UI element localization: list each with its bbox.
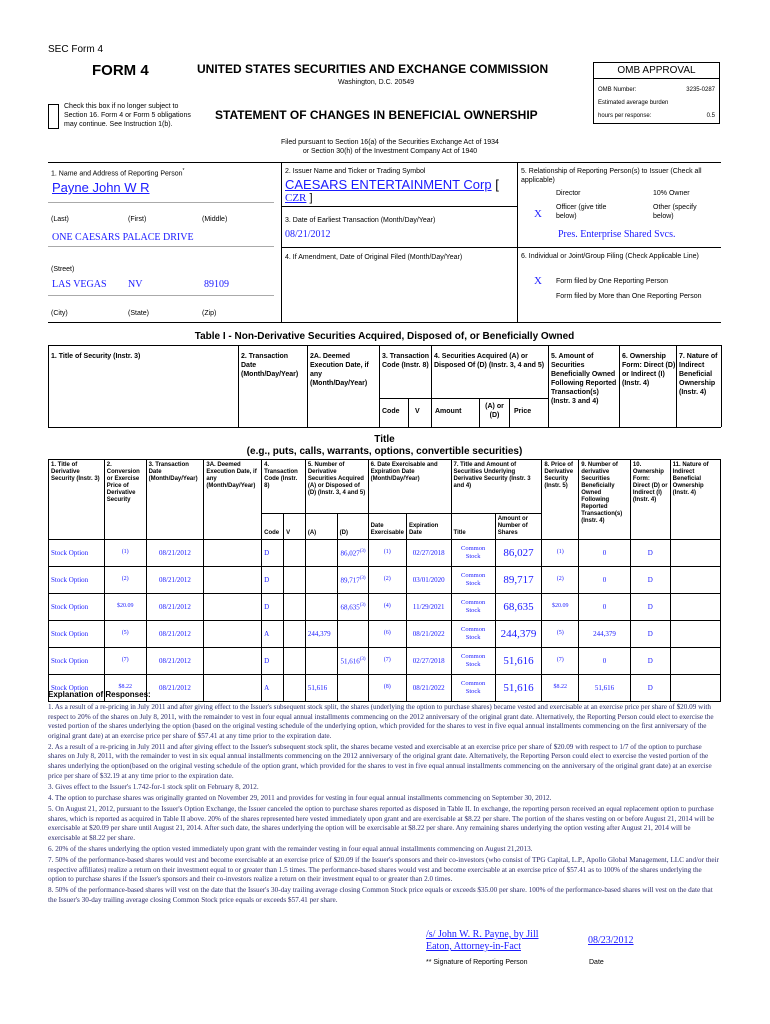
t2-disposed-footnote: (3)	[359, 603, 366, 609]
t2-h1: 1. Title of Derivative Security (Instr. 3)	[49, 460, 105, 540]
reporting-person-name[interactable]: Payne John W R	[52, 180, 150, 195]
t2-conversion: (1)	[104, 540, 146, 567]
t2-nature	[670, 594, 720, 621]
t1-price-header: Price	[514, 408, 532, 415]
signature-label: ** Signature of Reporting Person	[426, 959, 528, 966]
t2-expiration: 11/29/2021	[406, 594, 451, 621]
t2-disposed	[337, 621, 368, 648]
checkbox-text: Check this box if no longer subject to Section 16. Form 4 or Form 5 obligations may continue. See Instruction 1(b).	[64, 103, 191, 128]
t2-conversion: (5)	[104, 621, 146, 648]
t2-disposed-value: 86,027	[340, 549, 360, 558]
t2-form: D	[630, 567, 670, 594]
omb-hours-label: hours per response:	[598, 113, 652, 119]
city-line: Washington, D.C. 20549	[338, 79, 415, 86]
t2-owned: 0	[579, 540, 631, 567]
t2-deemed	[204, 621, 262, 648]
director-label: Director	[556, 190, 581, 197]
table-row	[49, 648, 721, 675]
t2-disposed-value: 51,616	[340, 657, 360, 666]
t2-amount: 244,379	[495, 621, 542, 648]
t2-owned: 0	[579, 567, 631, 594]
filed-pursuant-line2: or Section 30(h) of the Investment Company Act of 1940	[302, 148, 478, 155]
t2-v-header: V	[284, 514, 306, 540]
t2-conversion: $20.09	[104, 594, 146, 621]
explanation-note: 1. As a result of a re-pricing in July 2011 and after giving effect to the Issuer's subsequent stock split, the shares (underlying the option to purchase shares) became vested and exercisable at an exercise price per share of $20.09 with respect to 20% of the shares on July 8, 2011, with the remainder to vest in four equal annual installments commencing on the 2012 anniversary of the original grant date. Alternatively, the Reporting Person could elect to exercise the vested portion of the shares underlying the option (based on the original vesting schedule of the underlying option, which provided for the shares to vest in five equal annual installments commencing on the first anniversary of the original grant date) at an exercise price per share of $57.41 at any time prior to the expiration date.	[48, 703, 714, 740]
t2-security: Stock Option	[49, 621, 105, 648]
t2-amount: 51,616	[495, 648, 542, 675]
middle-label: (Middle)	[202, 216, 228, 223]
explanation-note: 6. 20% of the shares underlying the option vested immediately upon grant with the remainder vesting in four equal annual installments commencing on August 21,2013.	[48, 844, 533, 853]
t2-d-header: (D)	[337, 514, 368, 540]
t1-col2a-header: 2A. Deemed Execution Date, if any (Month/Day/Year)	[310, 353, 369, 387]
t2-security: Stock Option	[49, 648, 105, 675]
signature-line1: /s/ John W. R. Payne, by Jill	[426, 929, 539, 940]
t2-security: Stock Option	[49, 594, 105, 621]
t2-amount: 86,027	[495, 540, 542, 567]
t2-h9: 9. Number of derivative Securities Beneficially Owned Following Reported Transaction(s) (Instr. 4)	[579, 460, 631, 540]
t2-amount: 89,717	[495, 567, 542, 594]
first-label: (First)	[128, 216, 147, 223]
t2-expiration: 02/27/2018	[406, 648, 451, 675]
t2-v	[284, 621, 306, 648]
t2-date: 08/21/2012	[146, 675, 204, 702]
t1-col3-header: 3. Transaction Code (Instr. 8)	[382, 353, 430, 369]
t2-nature	[670, 540, 720, 567]
t2-price: (7)	[542, 648, 579, 675]
other-label: Other (specify below)	[653, 204, 697, 220]
t2-title-header: Title	[451, 514, 495, 540]
omb-number-label: OMB Number:	[598, 87, 637, 93]
t2-form: D	[630, 540, 670, 567]
state-label: (State)	[128, 310, 150, 317]
t2-form: D	[630, 648, 670, 675]
explanation-note: 8. 50% of the performance-based shares will vest on the date that the Issuer's 30-day trailing average closing Common Stock price equals or exceeds $35.00 per share. 100% of the performance-based shares will vest on the date that the Issuer's 30-day trailing average closing Common Stock price equals or exceeds $57.41 per share.	[48, 886, 713, 904]
statement-title: STATEMENT OF CHANGES IN BENEFICIAL OWNERSHIP	[215, 108, 538, 122]
no-longer-subject-checkbox[interactable]	[48, 104, 59, 129]
issuer-line	[285, 177, 499, 192]
t2-expiration: 02/27/2018	[406, 540, 451, 567]
t2-code: D	[262, 648, 284, 675]
t2-conversion: (2)	[104, 567, 146, 594]
t2-h4: 4. Transaction Code (Instr. 8)	[262, 460, 306, 514]
omb-burden-label: Estimated average burden	[598, 100, 669, 106]
sec-form-label: SEC Form 4	[48, 44, 104, 55]
t2-code: D	[262, 594, 284, 621]
t2-expiration: 08/21/2022	[406, 675, 451, 702]
explanation-notes	[48, 703, 721, 907]
t2-h7: 7. Title and Amount of Securities Underlying Derivative Security (Instr. 3 and 4)	[451, 460, 542, 514]
table2-title: Title	[374, 434, 395, 445]
explanation-note: 4. The option to purchase shares was originally granted on November 29, 2011 and provides for vesting in four equal annual installments commencing on September 30, 2012.	[48, 793, 552, 802]
explanation-title: Explanation of Responses:	[48, 690, 151, 699]
t1-col1-header: 1. Title of Security (Instr. 3)	[51, 353, 141, 360]
earliest-transaction-date: 08/21/2012	[285, 229, 331, 240]
t2-deemed	[204, 540, 262, 567]
t2-v	[284, 648, 306, 675]
t2-title: Common Stock	[451, 567, 495, 594]
filed-pursuant-line1: Filed pursuant to Section 16(a) of the Securities Exchange Act of 1934	[281, 139, 499, 146]
t2-security: Stock Option	[49, 675, 105, 702]
signature-line2: Eaton, Attorney-in-Fact	[426, 941, 521, 952]
t2-disposed-value: 68,635	[340, 603, 360, 612]
t2-amount: 68,635	[495, 594, 542, 621]
date-label: Date	[589, 959, 604, 966]
explanation-note: 5. On August 21, 2012, pursuant to the Issuer's Option Exchange, the Issuer canceled the option to purchase shares reported as disposed in Table II. In exchange, the reporting person received an equal replacement option to purchase shares, which is reported as acquired in Table II above. 20% of the shares represented here vested immediately upon grant and are exercisable at $8.22 per share. The portion of the shares vesting on or before August 21, 2014 will be exercisable at $20.09 per share until August 21, 2014. After such date, the shares underlying the option will be exercisable at $8.22 per share. Any remaining shares underlying the option vesting after August 21, 2014 will be exercisable at $8.22 per share.	[48, 804, 715, 842]
t2-acquired	[305, 594, 337, 621]
t2-h3a: 3A. Deemed Execution Date, if any (Month/Day/Year)	[204, 460, 262, 540]
t1-col7-header: 7. Nature of Indirect Beneficial Ownership (Instr. 4)	[679, 353, 718, 396]
t2-h11: 11. Nature of Indirect Beneficial Ownership (Instr. 4)	[670, 460, 720, 540]
t2-price: (2)	[542, 567, 579, 594]
t2-deemed	[204, 648, 262, 675]
t2-date: 08/21/2012	[146, 567, 204, 594]
t2-code: D	[262, 540, 284, 567]
t2-title: Common Stock	[451, 621, 495, 648]
t2-form: D	[630, 621, 670, 648]
ticker-line	[285, 192, 313, 204]
t2-nature	[670, 621, 720, 648]
zip-value: 89109	[204, 279, 229, 290]
t2-h8: 8. Price of Derivative Security (Instr. 5)	[542, 460, 579, 540]
t2-acquired	[305, 648, 337, 675]
table-row	[49, 621, 721, 648]
t2-nature	[670, 675, 720, 702]
explanation-note: 2. As a result of a re-pricing in July 2011 and after giving effect to the Issuer's subsequent stock split, the shares became vested and exercisable at an exercise price per share of $20.09 with respect to 1/7 of the option to purchase shares on July 8, 2011, with the remainder to vest in six equal annual installments commencing on the 2012 anniversary of the original grant date. Alternatively, the Reporting Person could elect to exercise the vested portion of the shares underlying the option(based on the original vesting schedule of the option grant, which provided for the shares to vest in five equal annual installments commencing on the anniversary of the original grant date) at an exercise price per share of $32.19 at any time prior to the expiration date.	[48, 742, 712, 780]
t2-code-header: Code	[262, 514, 284, 540]
t2-v	[284, 540, 306, 567]
t2-exercisable: (2)	[368, 567, 406, 594]
t2-deemed	[204, 594, 262, 621]
box4-label: 4. If Amendment, Date of Original Filed (Month/Day/Year)	[285, 254, 463, 261]
t2-h6: 6. Date Exercisable and Expiration Date (Month/Day/Year)	[368, 460, 451, 514]
t2-disposed	[337, 594, 368, 621]
t2-disposed-footnote: (3)	[359, 549, 366, 555]
t2-date: 08/21/2012	[146, 540, 204, 567]
bracket-close: ]	[309, 192, 313, 204]
t2-conversion: (7)	[104, 648, 146, 675]
officer-title: Pres. Enterprise Shared Svcs.	[558, 229, 676, 240]
table-row	[49, 594, 721, 621]
t2-date-ex-header: Date Exercisable	[368, 514, 406, 540]
t1-amount-header: Amount	[435, 408, 462, 415]
box2-label: 2. Issuer Name and Ticker or Trading Symbol	[285, 168, 426, 175]
issuer-name[interactable]: CAESARS ENTERTAINMENT Corp	[285, 177, 492, 192]
officer-check-mark[interactable]: X	[534, 208, 542, 220]
t2-date: 08/21/2012	[146, 621, 204, 648]
box5-label: 5. Relationship of Reporting Person(s) to Issuer (Check all applicable)	[521, 168, 702, 184]
omb-approval-box	[593, 62, 720, 124]
t1-col4-header: 4. Securities Acquired (A) or Disposed Of (D) (Instr. 3, 4 and 5)	[434, 353, 545, 369]
t1-v-header: V	[415, 408, 420, 415]
t2-disposed-footnote: (3)	[359, 576, 366, 582]
one-person-check-mark[interactable]: X	[534, 275, 542, 287]
t2-form: D	[630, 675, 670, 702]
t2-security: Stock Option	[49, 540, 105, 567]
ten-pct-owner-label: 10% Owner	[653, 190, 690, 197]
t2-disposed	[337, 675, 368, 702]
street-label: (Street)	[51, 266, 75, 273]
officer-label: Officer (give title below)	[556, 204, 607, 220]
t2-disposed-value: 89,717	[340, 576, 360, 585]
t2-deemed	[204, 567, 262, 594]
explanation-note: 3. Gives effect to the Issuer's 1.742-for-1 stock split on February 8, 2012.	[48, 782, 259, 791]
t2-deemed	[204, 675, 262, 702]
t1-code-header: Code	[382, 408, 400, 415]
omb-hours: 0.5	[706, 113, 715, 119]
commission-title: UNITED STATES SECURITIES AND EXCHANGE COMMISSION	[197, 62, 549, 76]
t2-acquired: 51,616	[305, 675, 337, 702]
table2	[48, 459, 721, 702]
t2-owned: 51,616	[579, 675, 631, 702]
t2-title: Common Stock	[451, 675, 495, 702]
state-value: NV	[128, 279, 143, 290]
t2-v	[284, 675, 306, 702]
ticker-symbol[interactable]: CZR	[285, 192, 307, 204]
t2-h5: 5. Number of Derivative Securities Acquired (A) or Disposed of (D) (Instr. 3, 4 and 5)	[305, 460, 368, 514]
t2-form: D	[630, 594, 670, 621]
t2-disposed	[337, 567, 368, 594]
t2-acquired	[305, 567, 337, 594]
t2-conversion: $8.22	[104, 675, 146, 702]
t2-price: (5)	[542, 621, 579, 648]
city-label: (City)	[51, 310, 68, 317]
t2-exercisable: (6)	[368, 621, 406, 648]
t2-v	[284, 594, 306, 621]
t2-exercisable: (7)	[368, 648, 406, 675]
t2-disposed	[337, 648, 368, 675]
t2-title: Common Stock	[451, 648, 495, 675]
t1-col5-header: 5. Amount of Securities Beneficially Owned Following Reported Transaction(s) (Instr. 3 and 4)	[551, 353, 617, 405]
table2-subtitle: (e.g., puts, calls, warrants, options, convertible securities)	[246, 446, 523, 457]
omb-number: 3235-0287	[686, 87, 715, 93]
last-label: (Last)	[51, 216, 69, 223]
table-row	[49, 567, 721, 594]
t2-code: A	[262, 675, 284, 702]
t2-expiration: 03/01/2020	[406, 567, 451, 594]
t2-amount-header: Amount or Number of Shares	[495, 514, 542, 540]
table1-title: Table I - Non-Derivative Securities Acquired, Disposed of, or Beneficially Owned	[194, 331, 575, 342]
t2-owned: 0	[579, 594, 631, 621]
t2-v	[284, 567, 306, 594]
t2-date: 08/21/2012	[146, 648, 204, 675]
t2-code: A	[262, 621, 284, 648]
t2-price: (1)	[542, 540, 579, 567]
street-value: ONE CAESARS PALACE DRIVE	[52, 232, 194, 243]
t2-h10: 10. Ownership Form: Direct (D) or Indirect (I) (Instr. 4)	[630, 460, 670, 540]
t2-security: Stock Option	[49, 567, 105, 594]
form-title: FORM 4	[92, 62, 149, 79]
box3-label: 3. Date of Earliest Transaction (Month/Day/Year)	[285, 217, 436, 224]
t2-exercisable: (8)	[368, 675, 406, 702]
t2-a-header: (A)	[305, 514, 337, 540]
t2-price: $8.22	[542, 675, 579, 702]
t2-disposed-footnote: (3)	[359, 657, 366, 663]
t2-code: D	[262, 567, 284, 594]
one-person-label: Form filed by One Reporting Person	[556, 278, 669, 285]
t2-amount: 51,616	[495, 675, 542, 702]
t2-acquired: 244,379	[305, 621, 337, 648]
box1-label: 1. Name and Address of Reporting Person*	[51, 168, 185, 178]
t2-acquired	[305, 540, 337, 567]
omb-title: OMB APPROVAL	[594, 63, 719, 79]
explanation-note: 7. 50% of the performance-based shares would vest and become exercisable at an exercise price of $20.09 if the Issuer's sponsors and their co-investors (who consist of TPG Capital, L.P., Apollo Global Management, LLC and/or their respective affiliates) realize a return on their investment equal to or greater than 1.5 times. The performance-based shares would vest and become exercisable at an exercise price of $57.41 as to 100% of the shares underlying the option to purchase shares if the Issuer's sponsors and their co-investors realize a return on their investment equal to or greater than 2.0 times.	[48, 855, 720, 884]
bracket-open: [	[495, 177, 499, 192]
t2-nature	[670, 567, 720, 594]
city-value: LAS VEGAS	[52, 279, 107, 290]
t2-exercisable: (1)	[368, 540, 406, 567]
t2-owned: 244,379	[579, 621, 631, 648]
t2-date: 08/21/2012	[146, 594, 204, 621]
t2-title: Common Stock	[451, 540, 495, 567]
more-person-label: Form filed by More than One Reporting Person	[556, 293, 702, 300]
t2-h3: 3. Transaction Date (Month/Day/Year)	[146, 460, 204, 540]
t2-exp-header: Expiration Date	[406, 514, 451, 540]
zip-label: (Zip)	[202, 310, 217, 317]
t1-aord-header: (A) or (D)	[485, 403, 504, 419]
t2-h2: 2. Conversion or Exercise Price of Derivative Security	[104, 460, 146, 540]
table-row	[49, 540, 721, 567]
t2-disposed	[337, 540, 368, 567]
t1-col6-header: 6. Ownership Form: Direct (D) or Indirect (I) (Instr. 4)	[622, 353, 676, 387]
t1-col2-header: 2. Transaction Date (Month/Day/Year)	[241, 353, 299, 378]
t2-exercisable: (4)	[368, 594, 406, 621]
t2-price: $20.09	[542, 594, 579, 621]
t2-expiration: 08/21/2022	[406, 621, 451, 648]
t2-nature	[670, 648, 720, 675]
t2-title: Common Stock	[451, 594, 495, 621]
box6-label: 6. Individual or Joint/Group Filing (Check Applicable Line)	[521, 253, 699, 260]
signature-date: 08/23/2012	[588, 935, 634, 946]
t2-owned: 0	[579, 648, 631, 675]
